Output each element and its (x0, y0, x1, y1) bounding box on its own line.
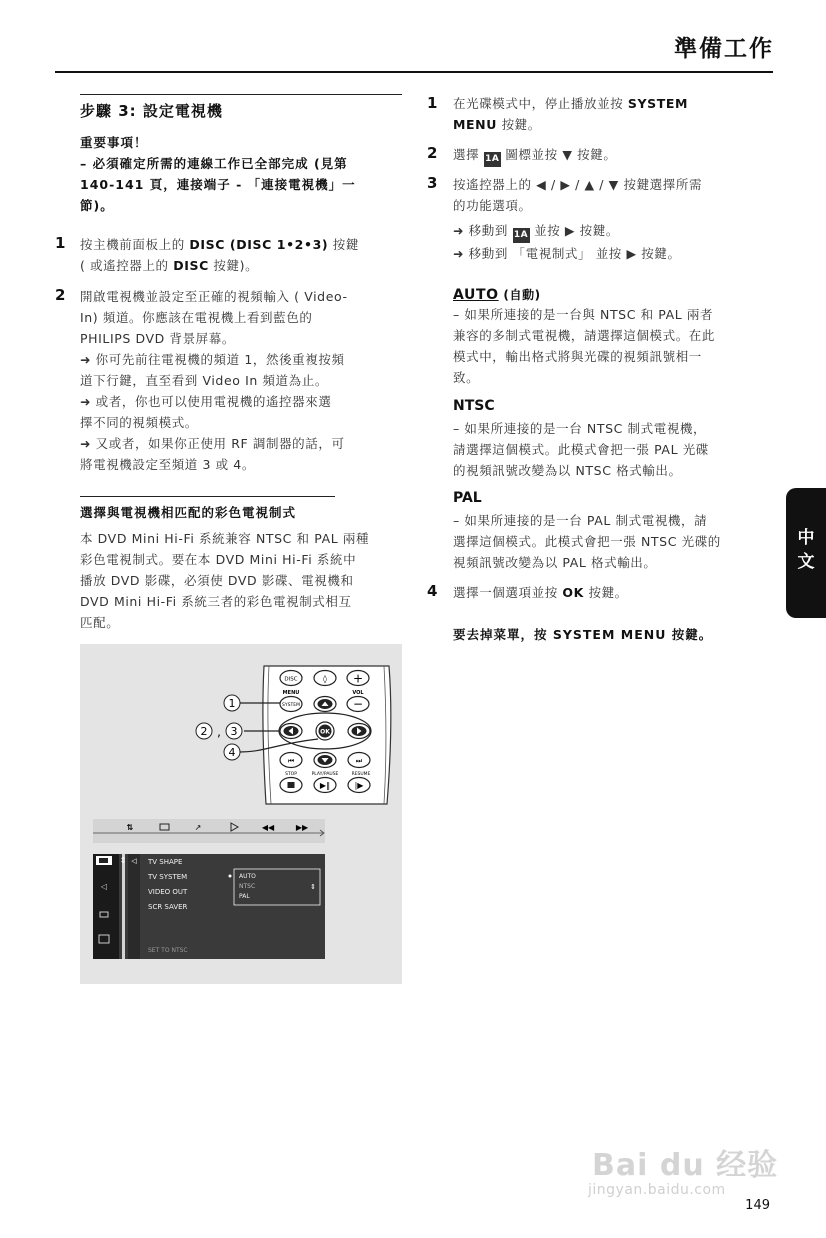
right-step-3-text: 按遙控器上的 ◀ / ▶ / ▲ / ▼ 按鍵選擇所需 的功能選項。 (453, 177, 703, 213)
osd-item-video-out: VIDEO OUT (148, 888, 188, 896)
watermark-logo: Bai du 经验 (592, 1148, 779, 1183)
svg-text:⇕: ⇕ (310, 883, 316, 891)
color-section-text: 本 DVD Mini Hi-Fi 系統兼容 NTSC 和 PAL 兩種 彩色電視制式。要在本 DVD Mini Hi-Fi 系統中 播放 DVD 影碟，必須使 DVD 影碟、電視機和 DVD Mini Hi-Fi 系統三者的彩色電視制式相互 匹配。 (80, 531, 370, 630)
disc-key-label: DISC (DISC 1•2•3) (189, 237, 329, 252)
pal-text: – 如果所連接的是一台 PAL 制式電視機，請 選擇這個模式。此模式會把一張 NTSC 光碟的 視頻訊號改變為以 PAL 格式輸出。 (453, 513, 721, 570)
system-key-label: SYSTEM (627, 96, 689, 111)
ntsc-title: NTSC (453, 398, 495, 414)
language-side-tab (786, 488, 826, 618)
disc-remote-label: DISC (173, 258, 209, 273)
step-2-text: 開啟電視機並設定至正確的視頻輸入 ( Video- In) 頻道。你應該在電視機上看到藍色的 PHILIPS DVD 背景屏幕。 ➜ 你可先前往電視機的頻道 1，然後重複按頻 道下行鍵，直至看到 Video In 頻道為止。 ➜ 或者，你也可以使用電視機的遙控器來選 擇不同的視頻模式。 ➜ 又或者，如果你正使用 RF 調制器的話，可 將電視機設定至頻道 3 或 4。 (80, 289, 348, 472)
svg-text:⇕: ⇕ (119, 856, 127, 865)
svg-text:▶‖: ▶‖ (319, 781, 331, 790)
ntsc-text: – 如果所連接的是一台 NTSC 制式電視機， 請選擇這個模式。此模式會把一張 PAL 光碟 的視頻訊號改變為以 NTSC 格式輸出。 (453, 421, 709, 478)
step-number: 4 (427, 582, 438, 600)
watermark-url: jingyan.baidu.com (588, 1182, 726, 1198)
figure-svg (80, 644, 402, 984)
osd-option-pal: PAL (239, 893, 250, 900)
menu-key-label: MENU (453, 117, 497, 132)
stop-label: STOP (285, 772, 297, 777)
header-rule (55, 71, 773, 73)
side-tab-char: 文 (797, 552, 815, 572)
important-text (80, 153, 356, 216)
callout-separator: , (217, 725, 221, 739)
osd-screen (93, 854, 325, 959)
menu-label: MENU (282, 690, 300, 696)
setup-icon: ⇅ (126, 823, 134, 832)
pal-title: PAL (453, 490, 482, 506)
remote-and-menu-figure (80, 644, 402, 984)
important-line: – 必須確定所需的連線工作已全部完成 (見第 (80, 156, 348, 171)
disc-button-label: DISC (284, 676, 298, 683)
osd-option-ntsc: NTSC (239, 883, 256, 890)
vol-plus-label: + (352, 671, 364, 686)
right-step-4-text: 選擇一個選項並按 OK 按鍵。 (453, 585, 628, 600)
step-number: 1 (427, 94, 438, 112)
right-step-2-text: 選擇 1A 圖標並按 ▼ 按鍵。 (453, 144, 616, 167)
osd-menu-bar (93, 819, 325, 843)
auto-text: – 如果所連接的是一台與 NTSC 和 PAL 兩者 兼容的多制式電視機，請選擇這個模式。在此 模式中，輸出格式將與光碟的視頻訊號相一 致。 (453, 307, 716, 385)
angle-icon: ↗ (194, 823, 202, 832)
step-number: 2 (55, 286, 66, 304)
osd-option-auto: AUTO (239, 873, 256, 880)
osd-item-scr-saver: SCR SAVER (148, 903, 188, 911)
resume-label: RESUME (351, 772, 371, 777)
auto-title: AUTO (453, 287, 499, 303)
page-number: 149 (745, 1198, 770, 1213)
audio-icon: ◁ (100, 882, 108, 891)
section-title: 步驟 3: 設定電視機 (80, 102, 223, 120)
important-line: 節)。 (80, 198, 114, 213)
section-top-rule (80, 94, 402, 95)
svg-text:⏮: ⏮ (287, 757, 295, 765)
step-number: 3 (427, 174, 438, 192)
callout-markers (196, 695, 242, 760)
svg-text:|▶: |▶ (354, 781, 364, 790)
auto-heading: AUTO (自動) (453, 287, 541, 303)
color-section-title: 選擇與電視機相匹配的彩色電視制式 (80, 505, 297, 520)
setup-menu-icon: 1A (484, 152, 501, 167)
vol-minus-label: − (352, 697, 364, 711)
osd-item-tv-system: TV SYSTEM (148, 873, 188, 881)
side-tab-char: 中 (797, 528, 815, 548)
ok-key-label: OK (562, 585, 584, 600)
callout-2: 2 (200, 725, 208, 738)
important-line: 140-141 頁，連接端子 - 「連接電視機」一 (80, 177, 356, 192)
svg-text:◁: ◁ (131, 857, 137, 865)
step-1-text: 按主機前面板上的 DISC (DISC 1•2•3) 按鍵 ( 或遙控器上的 DISC 按鍵)。 (80, 237, 359, 273)
playpause-label: PLAY/PAUSE (311, 772, 339, 777)
step-number: 1 (55, 234, 66, 252)
vol-label: VOL (352, 690, 364, 696)
ok-button-label: OK (320, 728, 330, 736)
important-title: 重要事項！ (80, 135, 148, 150)
osd-item-tv-shape: TV SHAPE (148, 858, 183, 866)
color-section-rule (80, 496, 335, 497)
step-number: 2 (427, 144, 438, 162)
callout-4: 4 (228, 746, 236, 759)
rewind-icon: ◀◀ (261, 823, 275, 832)
callout-1: 1 (228, 697, 236, 710)
remote-control-illustration (240, 666, 391, 804)
forward-icon: ▶▶ (295, 823, 309, 832)
svg-text:⏭: ⏭ (355, 757, 363, 765)
page-header-title: 準備工作 (674, 36, 774, 62)
system-button-label: SYSTEM (282, 703, 300, 708)
right-step-1-text: 在光碟模式中，停止播放並按 SYSTEM MENU 按鍵。 (453, 96, 689, 132)
svg-text:◊: ◊ (323, 674, 327, 684)
callout-3: 3 (230, 725, 238, 738)
right-step-3-arrows: ➜ 移動到 1A 並按 ▶ 按鍵。 ➜ 移動到 「電視制式」 並按 ▶ 按鍵。 (453, 223, 681, 261)
exit-note: 要去掉菜單，按 SYSTEM MENU 按鍵。 (453, 627, 713, 642)
osd-status: SET TO NTSC (148, 947, 188, 954)
setup-menu-icon: 1A (513, 228, 530, 243)
